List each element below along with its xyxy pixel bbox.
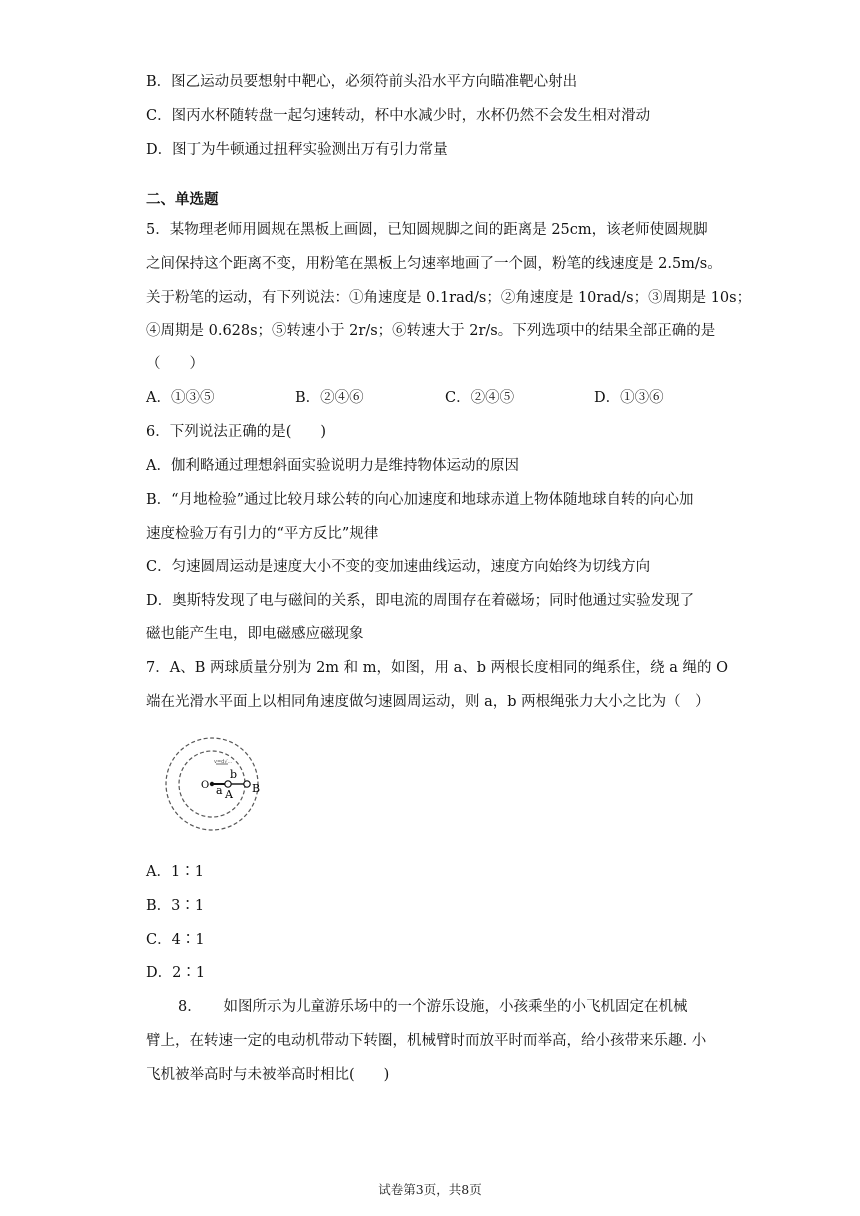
q7-option-b: B．3∶1 xyxy=(146,898,205,914)
q7-circular-motion-figure xyxy=(156,736,276,832)
q4-option-d: D．图丁为牛顿通过扭秤实验测出万有引力常量 xyxy=(146,142,448,158)
q8-stem-line: 8． 如图所示为儿童游乐场中的一个游乐设施，小孩乘坐的小飞机固定在机械 xyxy=(178,999,688,1015)
q6-option-c: C．匀速圆周运动是速度大小不变的变加速曲线运动，速度方向始终为切线方向 xyxy=(146,559,651,575)
q8-stem-line: 飞机被举高时与未被举高时相比( ) xyxy=(146,1067,390,1083)
label-ball-b: B xyxy=(252,782,261,795)
q6-option-d-cont: 磁也能产生电，即电磁感应磁现象 xyxy=(146,626,364,642)
q4-option-c: C．图丙水杯随转盘一起匀速转动，杯中水减少时，水杯仍然不会发生相对滑动 xyxy=(146,108,651,124)
q5-stem-line: 关于粉笔的运动，有下列说法：①角速度是 0.1rad/s；②角速度是 10rad/s；③周期是 10s； xyxy=(146,290,752,306)
q6-option-b: B．“月地检验”通过比较月球公转的向心加速度和地球赤道上物体随地球自转的向心加 xyxy=(146,492,694,508)
q5-answer-blank: （ ） xyxy=(146,356,204,372)
q6-stem: 6．下列说法正确的是( ) xyxy=(146,424,327,440)
q5-stem-line: 之间保持这个距离不变，用粉笔在黑板上匀速率地画了一个圆，粉笔的线速度是 2.5m/s。 xyxy=(146,256,722,272)
q7-stem-line: 7．A、B 两球质量分别为 2m 和 m，如图，用 a、b 两根长度相同的绳系住，绕 a 绳的 O xyxy=(146,660,729,676)
q6-option-b-cont: 速度检验万有引力的“平方反比”规律 xyxy=(146,526,379,542)
q6-option-a: A．伽利略通过理想斜面实验说明力是维持物体运动的原因 xyxy=(146,458,519,474)
q5-stem-line: 5．某物理老师用圆规在黑板上画圆，已知圆规脚之间的距离是 25cm，该老师使圆规脚 xyxy=(146,222,708,238)
q7-option-a: A．1∶1 xyxy=(146,864,204,880)
label-o: O xyxy=(201,780,210,791)
q5-option-b: B．②④⑥ xyxy=(295,390,364,406)
label-a: a xyxy=(216,784,223,797)
q5-stem-line: ④周期是 0.628s；⑤转速小于 2r/s；⑥转速大于 2r/s。下列选项中的结果全部正确的是 xyxy=(146,323,716,339)
label-b: b xyxy=(230,768,238,781)
q6-option-d: D．奥斯特发现了电与磁间的关系，即电流的周围存在着磁场；同时他通过实验发现了 xyxy=(146,593,695,609)
q5-option-d: D．①③⑥ xyxy=(594,390,664,406)
q7-option-c: C．4∶1 xyxy=(146,932,205,948)
q5-option-c: C．②④⑤ xyxy=(445,390,515,406)
q7-option-d: D．2∶1 xyxy=(146,965,206,981)
q8-stem-line: 臂上，在转速一定的电动机带动下转圈，机械臂时而放平时而举高，给小孩带来乐趣. 小 xyxy=(146,1033,707,1049)
q7-stem-line: 端在光滑水平面上以相同角速度做匀速圆周运动，则 a，b 两根绳张力大小之比为（ ） xyxy=(146,694,710,710)
label-omega: v=d√... xyxy=(214,759,233,765)
page-footer: 试卷第3页，共8页 xyxy=(378,1182,482,1197)
label-ball-a: A xyxy=(225,788,233,801)
q5-option-a: A．①③⑤ xyxy=(146,390,215,406)
q4-option-b: B．图乙运动员要想射中靶心，必须符前头沿水平方向瞄准靶心射出 xyxy=(146,74,578,90)
section-heading: 二、单选题 xyxy=(146,191,219,208)
